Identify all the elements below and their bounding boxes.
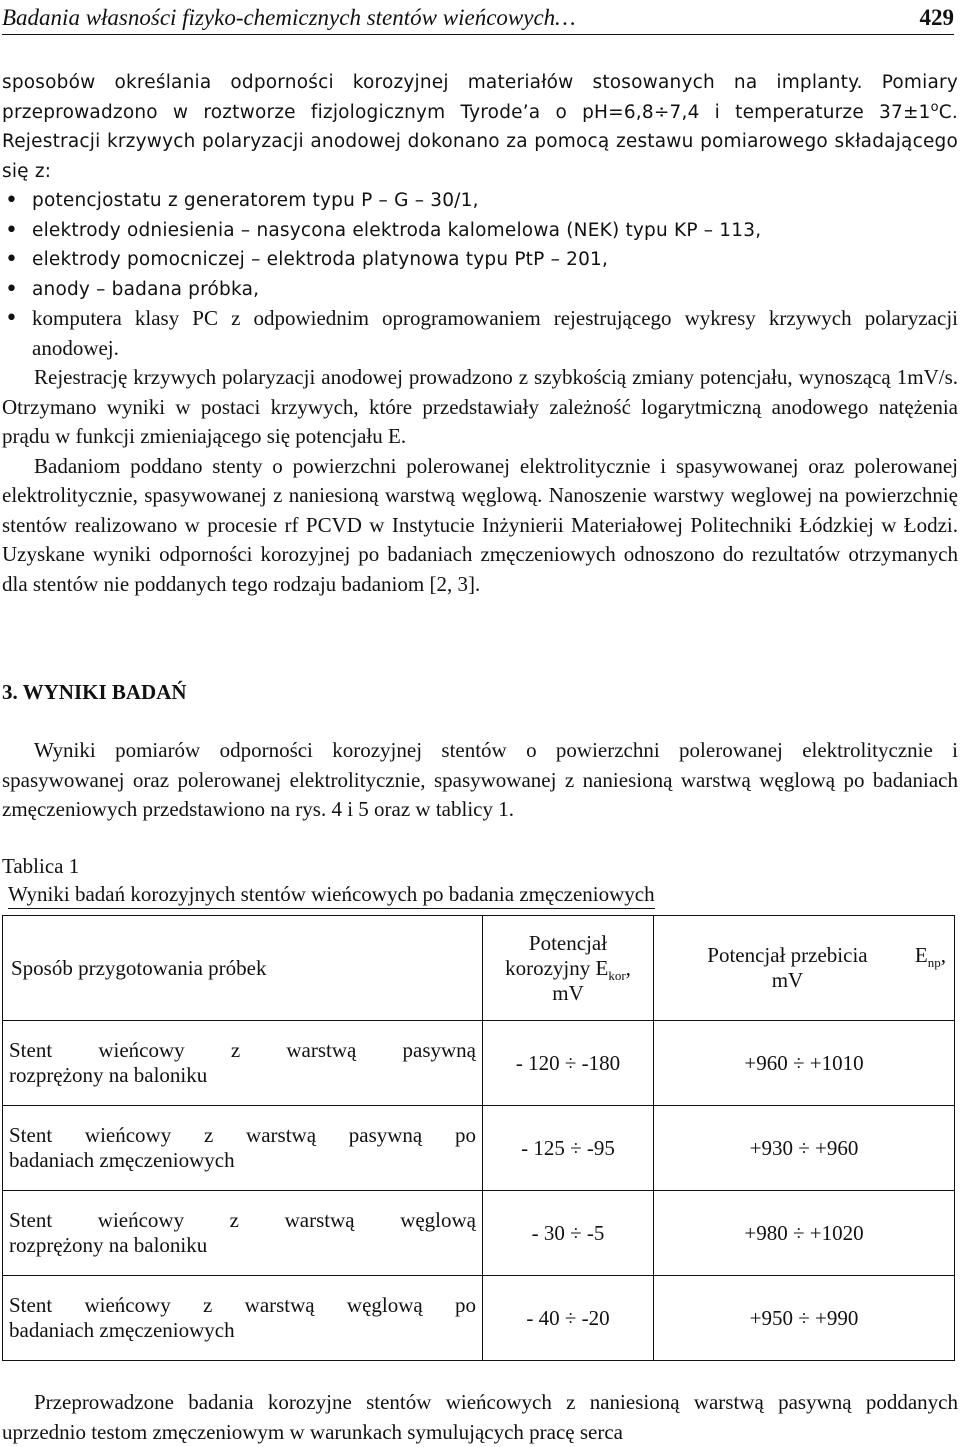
list-item: • potencjostatu z generatorem typu P – G – 30/1,: [2, 186, 958, 216]
table-row: [3, 1021, 955, 1106]
table-header-row: [3, 916, 955, 1021]
table-row: [3, 1191, 955, 1276]
closing-section: [2, 1388, 958, 1447]
corrosion-potential-cell: - 120 ÷ -180: [483, 1021, 654, 1106]
table-label: Tablica 1: [2, 854, 80, 878]
list-item: • elektrody odniesienia – nasycona elektroda kalomelowa (NEK) typu KP – 113,: [2, 216, 958, 246]
header-breakdown-potential: Potencjał przebicia mV $E_{np}$,: [654, 916, 955, 1021]
table-row: [3, 1276, 955, 1361]
sample-cell: Stent wieńcowy z warstwą pasywną po badaniach zmęczeniowych: [3, 1106, 483, 1191]
breakdown-potential-cell: +950 ÷ +990: [654, 1276, 955, 1361]
equipment-list: [2, 186, 958, 363]
table-caption: Wyniki badań korozyjnych stentów wieńcowych po badania zmęczeniowych: [8, 882, 655, 909]
sample-cell: Stent wieńcowy z warstwą węglową rozprężony na baloniku: [3, 1191, 483, 1276]
header-sample-preparation: Sposób przygotowania próbek: [3, 916, 483, 1021]
sample-cell: Stent wieńcowy z warstwą węglową po badaniach zmęczeniowych: [3, 1276, 483, 1361]
results-section: [2, 736, 958, 825]
table-row: [3, 1106, 955, 1191]
corrosion-potential-cell: - 125 ÷ -95: [483, 1106, 654, 1191]
results-table: [2, 915, 955, 1361]
header-corrosion-potential: Potencjał korozyjny $E_{kor}$, mV: [483, 916, 654, 1021]
methods-paragraph-1: [2, 68, 958, 186]
corrosion-potential-cell: - 30 ÷ -5: [483, 1191, 654, 1276]
corrosion-potential-cell: - 40 ÷ -20: [483, 1276, 654, 1361]
methods-paragraph-3: Badaniom poddano stenty o powierzchni polerowanej elektrolitycznie i spasywowanej oraz polerowanej elektrolitycznie, spasywowanej z naniesioną warstwą węglową. Nanoszenie warstwy weglowej na powierzchnię stentów realizowano w procesie rf PCVD w Instytucie Inżynierii Materiałowej Politechniki Łódzkiej w Łodzi. Uzyskane wyniki odporności korozyjnej po badaniach zmęczeniowych odnoszono do rezultatów otrzymanych dla stentów nie poddanych tego rodzaju badaniom [2, 3].: [2, 453, 958, 596]
breakdown-potential-cell: +930 ÷ +960: [654, 1106, 955, 1191]
degree-superscript: o: [930, 99, 939, 115]
section-heading: 3. WYNIKI BADAŃ: [2, 680, 187, 704]
breakdown-potential-cell: +980 ÷ +1020: [654, 1191, 955, 1276]
results-paragraph: Wyniki pomiarów odporności korozyjnej stentów o powierzchni polerowanej elektrolitycznie i spasywowanej oraz polerowanej elektrolitycznie, spasywowanej z naniesioną warstwą węglową po badaniach zmęczeniowych przedstawiono na rys. 4 i 5 oraz w tablicy 1.: [2, 738, 958, 821]
closing-paragraph: Przeprowadzone badania korozyjne stentów wieńcowych z naniesioną warstwą pasywną poddanych uprzednio testom zmęczeniowym w warunkach symulujących pracę serca: [2, 1390, 958, 1444]
methods-paragraph-1-a: sposobów określania odporności korozyjnej materiałów stosowanych na implanty. Pomiary przeprowadzono w roztworze fizjologicznym Tyrode’a o pH=6,8÷7,4 i temperaturze 37±1: [2, 72, 958, 123]
list-item: • elektrody pomocniczej – elektroda platynowa typu PtP – 201,: [2, 245, 958, 275]
running-header: [2, 0, 954, 35]
page-number: 429: [919, 5, 954, 30]
sample-cell: Stent wieńcowy z warstwą pasywną rozprężony na baloniku: [3, 1021, 483, 1106]
running-title: Badania własności fizyko-chemicznych stentów wieńcowych…: [2, 5, 576, 30]
list-item: • komputera klasy PC z odpowiednim oprogramowaniem rejestrującego wykresy krzywych polaryzacji anodowej.: [2, 304, 958, 363]
breakdown-potential-cell: +960 ÷ +1010: [654, 1021, 955, 1106]
list-item: • anody – badana próbka,: [2, 275, 958, 305]
methods-paragraph-1-b: C. Rejestracji krzywych polaryzacji anodowej dokonano za pomocą zestawu pomiarowego składającego się z:: [2, 101, 958, 182]
methods-paragraph-2: Rejestrację krzywych polaryzacji anodowej prowadzono z szybkością zmiany potencjału, wynoszącą 1mV/s. Otrzymano wyniki w postaci krzywych, które przedstawiały zależność logarytmiczną anodowego natężenia prądu w funkcji zmieniającego się potencjału E.: [2, 365, 958, 448]
methods-section: [2, 68, 958, 599]
